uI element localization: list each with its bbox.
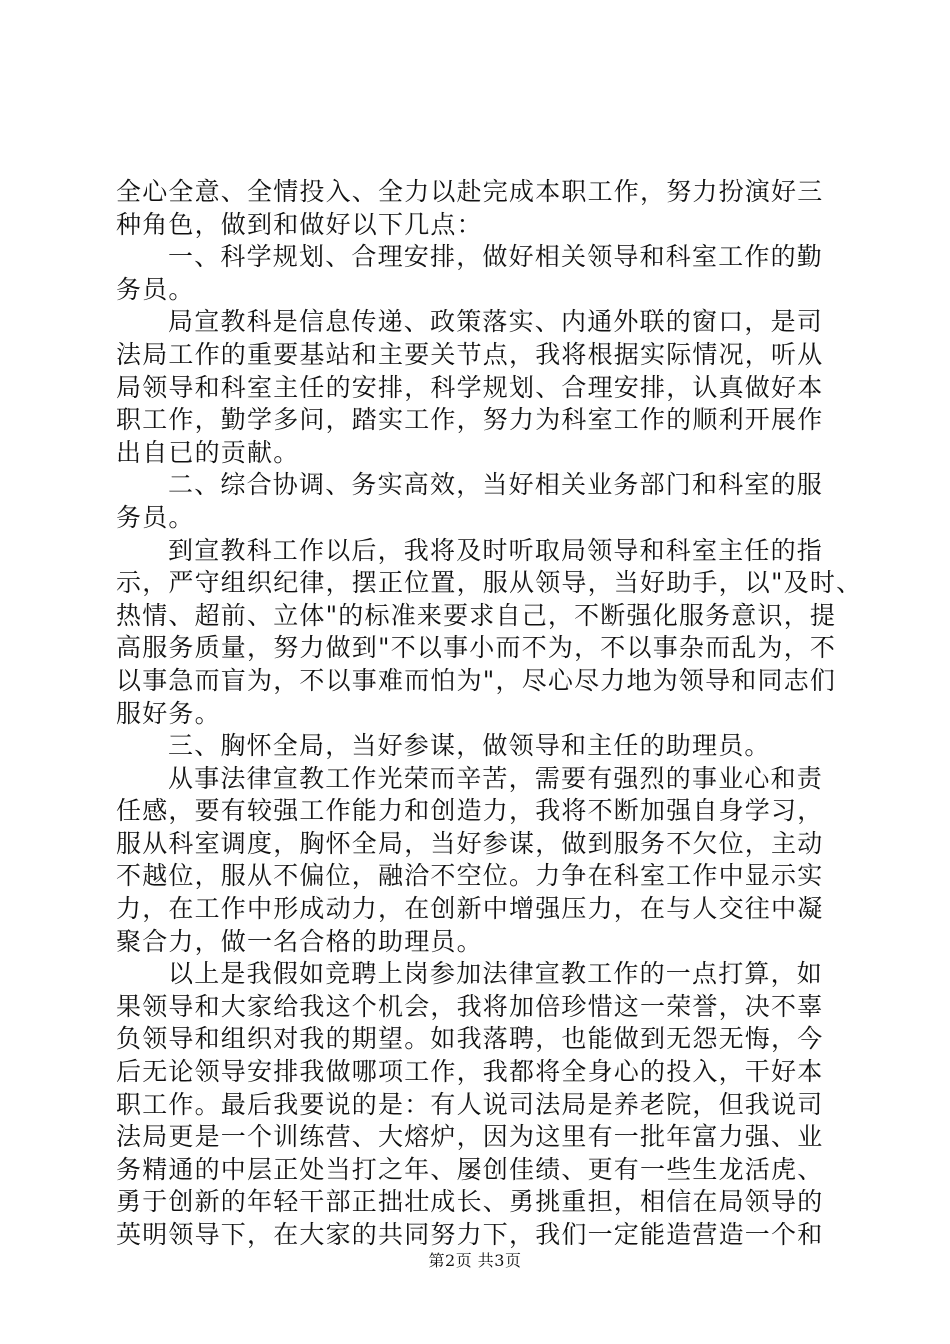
- text-line: 务员。: [116, 274, 195, 304]
- text-line: 局领导和科室主任的安排，科学规划、合理安排，认真做好本: [116, 372, 824, 402]
- text-line: 力，在工作中形成动力，在创新中增强压力，在与人交往中凝: [116, 894, 824, 924]
- text-line: 勇于创新的年轻干部正拙壮成长、勇挑重担，相信在局领导的: [116, 1187, 824, 1217]
- paragraph-start: 局宣教科是信息传递、政策落实、内通外联的窗口，是司: [168, 307, 824, 337]
- text-line: 聚合力，做一名合格的助理员。: [116, 926, 483, 956]
- text-line: 务精通的中层正处当打之年、屡创佳绩、更有一些生龙活虎、: [116, 1154, 824, 1184]
- text-line: 高服务质量，努力做到"不以事小而不为，不以事杂而乱为，不: [116, 633, 837, 663]
- text-line: 职工作。最后我要说的是：有人说司法局是养老院，但我说司: [116, 1089, 824, 1119]
- text-line: 法局工作的重要基站和主要关节点，我将根据实际情况，听从: [116, 339, 824, 369]
- text-line: 全心全意、全情投入、全力以赴完成本职工作，努力扮演好三: [116, 177, 824, 206]
- page-number-footer: 第2页 共3页: [428, 1251, 522, 1270]
- text-line: 以事急而盲为，不以事难而怕为"，尽心尽力地为领导和同志们: [116, 665, 837, 695]
- text-line: 务员。: [116, 502, 195, 532]
- text-line: 不越位，服从不偏位，融洽不空位。力争在科室工作中显示实: [116, 861, 824, 891]
- body-text: [116, 176, 863, 1252]
- text-line: 种角色，做到和做好以下几点：: [116, 209, 483, 239]
- paragraph-start: 到宣教科工作以后，我将及时听取局领导和科室主任的指: [168, 535, 824, 565]
- text-line: 服好务。: [116, 698, 221, 728]
- text-line: 英明领导下，在大家的共同努力下，我们一定能造营造一个和: [116, 1220, 824, 1249]
- text-line: 示，严守组织纪律，摆正位置，服从领导，当好助手，以"及时、: [116, 568, 863, 598]
- paragraph-start: 从事法律宣教工作光荣而辛苦，需要有强烈的事业心和责: [168, 763, 824, 793]
- text-line: 职工作，勤学多问，踏实工作，努力为科室工作的顺利开展作: [116, 405, 824, 435]
- text-line: 任感，要有较强工作能力和创造力，我将不断加强自身学习，: [116, 796, 824, 826]
- section-heading: 二、综合协调、务实高效，当好相关业务部门和科室的服: [168, 470, 824, 500]
- text-line: 负领导和组织对我的期望。如我落聘，也能做到无怨无悔，今: [116, 1024, 824, 1054]
- text-line: 法局更是一个训练营、大熔炉，因为这里有一批年富力强、业: [116, 1122, 824, 1152]
- paragraph-start: 以上是我假如竞聘上岗参加法律宣教工作的一点打算，如: [168, 959, 824, 989]
- text-line: 果领导和大家给我这个机会，我将加倍珍惜这一荣誉，决不辜: [116, 991, 824, 1021]
- text-line: 热情、超前、立体"的标准来要求自己，不断强化服务意识，提: [116, 600, 837, 630]
- text-line: 出自已的贡献。: [116, 437, 300, 467]
- text-line: 服从科室调度，胸怀全局，当好参谋，做到服务不欠位，主动: [116, 828, 824, 858]
- section-heading: 一、科学规划、合理安排，做好相关领导和科室工作的勤: [168, 242, 824, 272]
- text-line: 后无论领导安排我做哪项工作，我都将全身心的投入，干好本: [116, 1057, 824, 1087]
- section-heading: 三、胸怀全局，当好参谋，做领导和主任的助理员。: [168, 731, 771, 761]
